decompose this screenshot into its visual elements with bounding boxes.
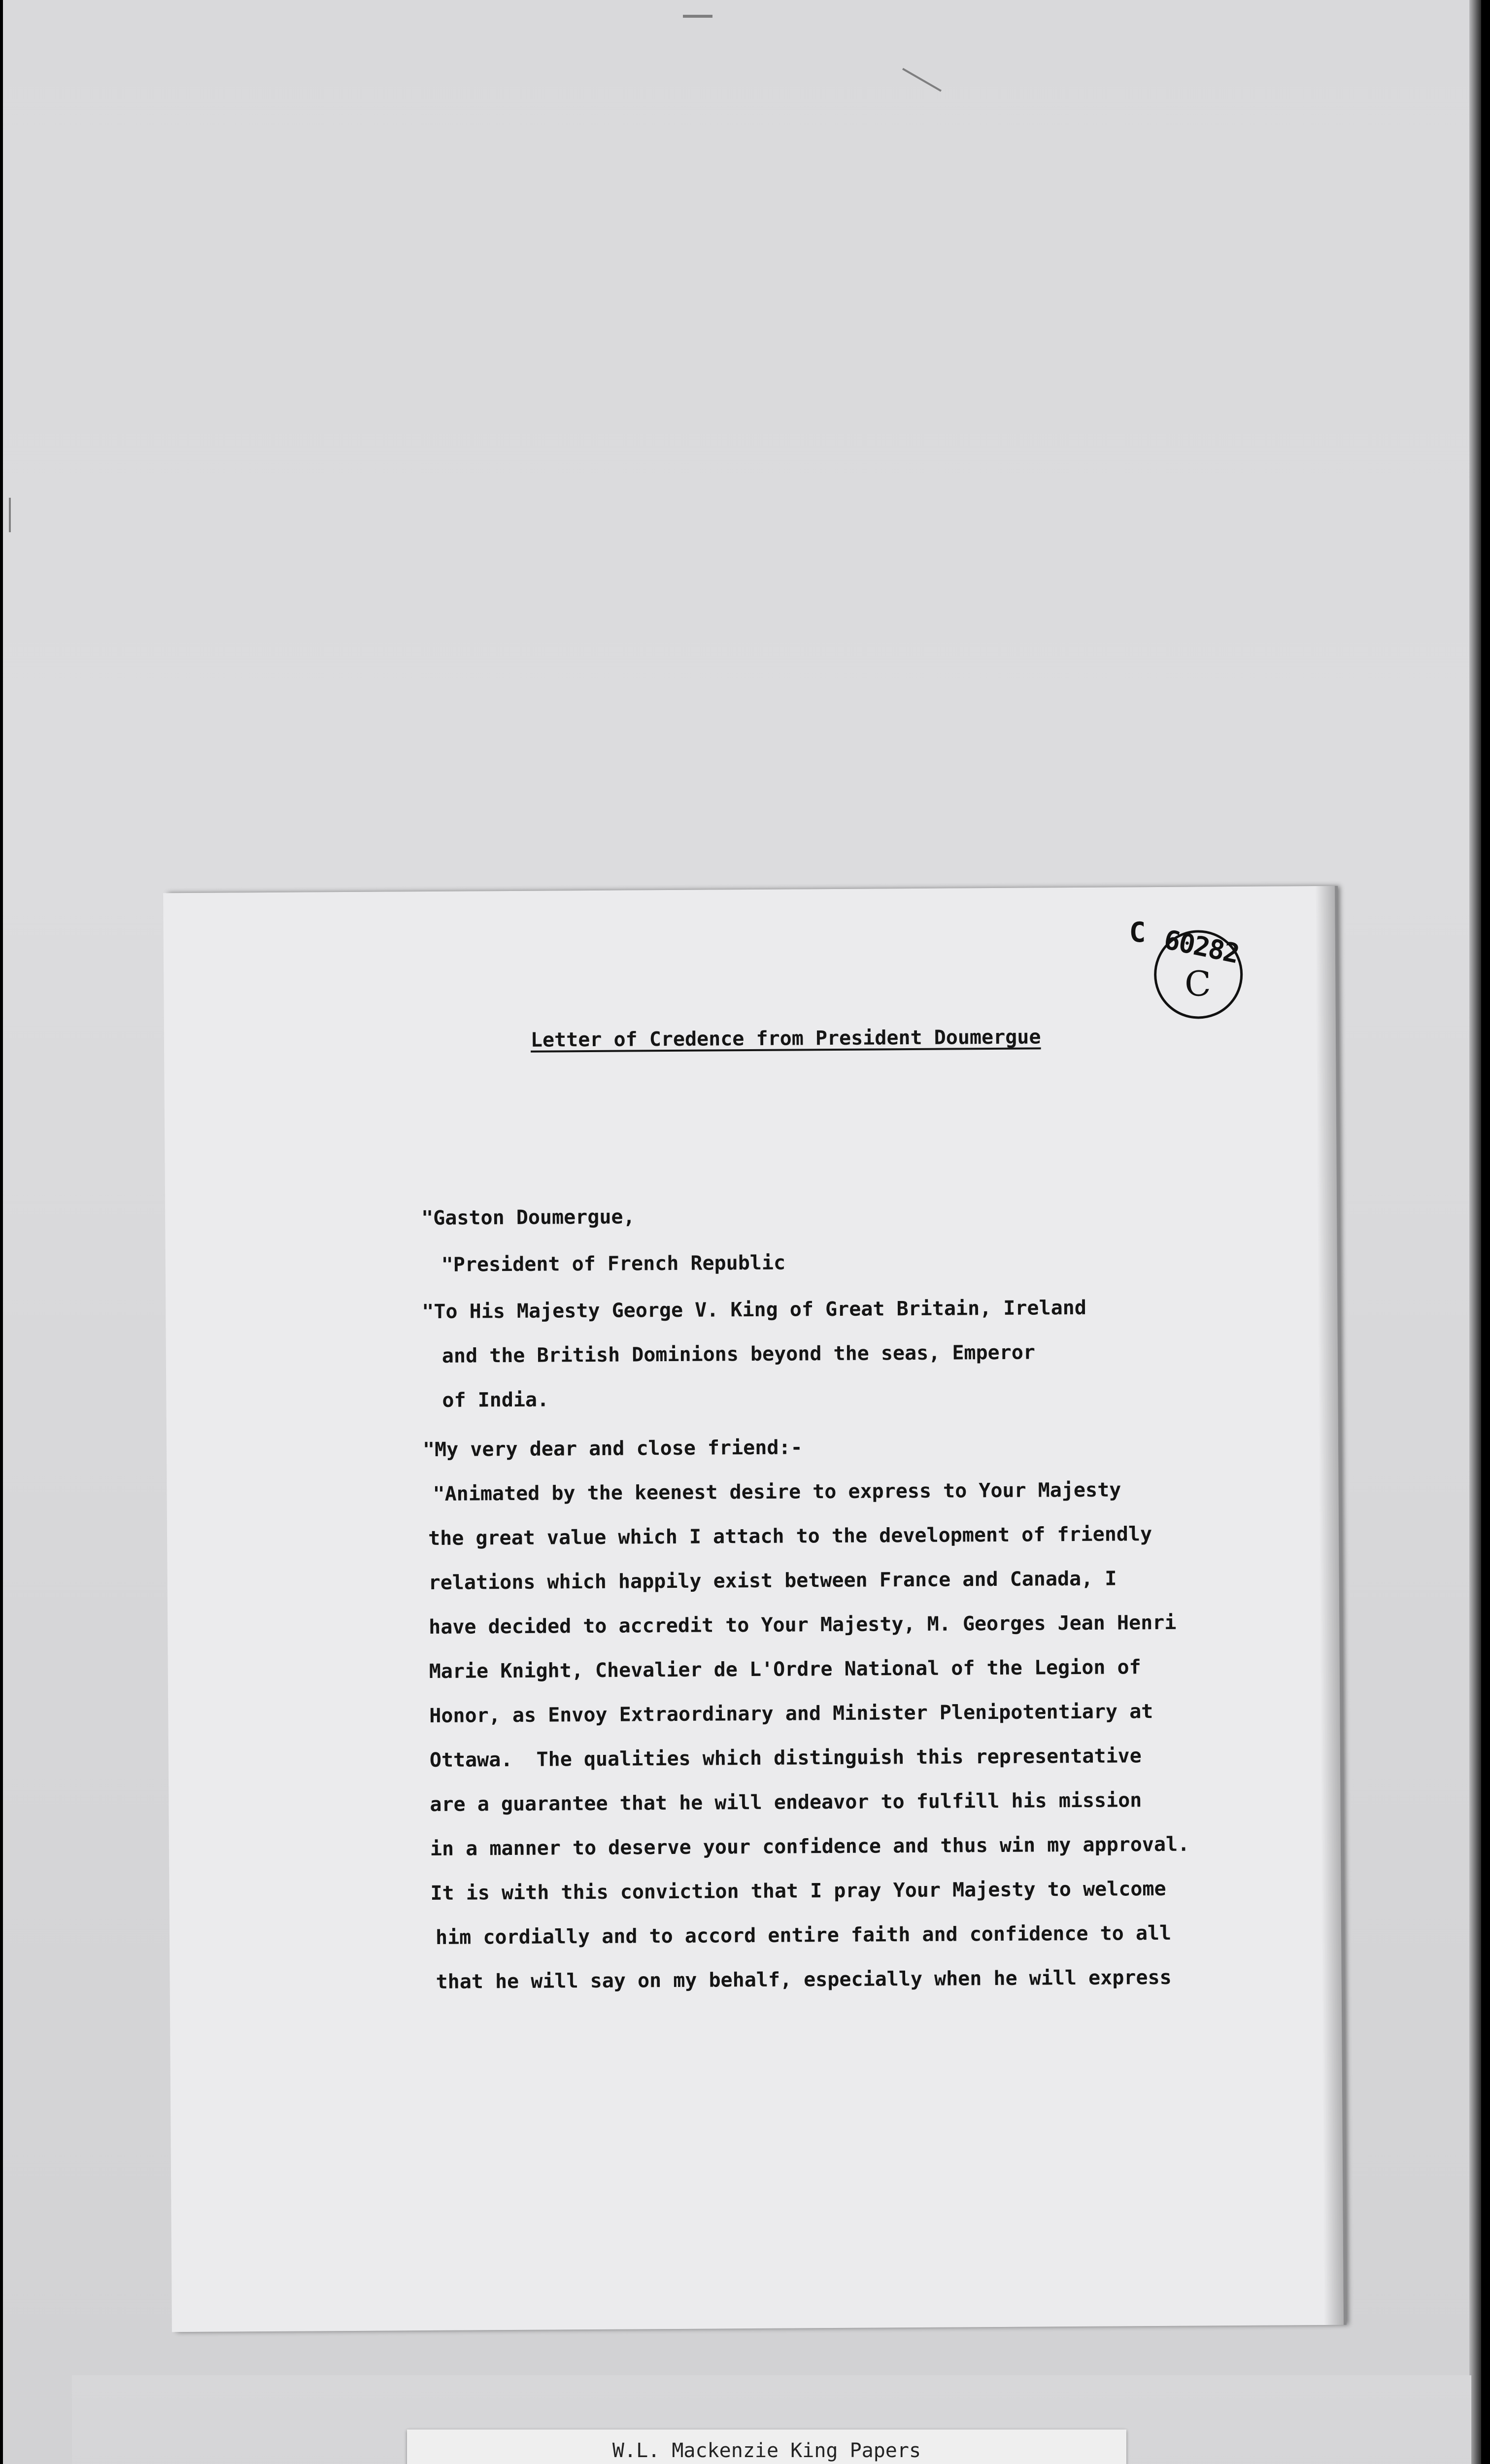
catalog-stamp [1129, 916, 1257, 1016]
letter-line: him cordially and to accord entire faith and confidence to all [435, 1921, 1172, 1949]
letter-line: the great value which I attach to the development of friendly [428, 1523, 1152, 1550]
letter-line: in a manner to deserve your confidence and thus win my approval. [430, 1833, 1190, 1861]
letter-line: Marie Knight, Chevalier de L'Ordre National of the Legion of [429, 1656, 1141, 1683]
catalog-number: 60282 [1161, 924, 1242, 970]
letter-line: that he will say on my behalf, especially when he will express [436, 1966, 1172, 1993]
letter-line: Honor, as Envoy Extraordinary and Minister Plenipotentiary at [429, 1700, 1153, 1728]
letter-line: "My very dear and close friend:- [422, 1436, 803, 1462]
letter-line: and the British Dominions beyond the seas, Emperor [441, 1341, 1036, 1368]
letter-line: "Animated by the keenest desire to express to Your Majesty [433, 1478, 1121, 1506]
collection-label [407, 2430, 1126, 2464]
letter-line: are a guarantee that he will endeavor to fulfill his mission [430, 1789, 1142, 1816]
letter-title: Letter of Credence from President Doumergue [530, 1026, 1041, 1052]
collection-name: W.L. Mackenzie King Papers [612, 2439, 921, 2462]
film-scratch [902, 68, 942, 92]
catalog-prefix: C [1129, 917, 1146, 949]
letter-line: of India. [442, 1388, 549, 1412]
catalog-initial: C [1185, 963, 1212, 1004]
letter-line: "President of French Republic [441, 1251, 786, 1276]
film-edge [1469, 0, 1481, 2464]
film-scratch [9, 498, 11, 532]
letter-line: relations which happily exist between France and Canada, I [428, 1567, 1117, 1595]
letter-line: have decided to accredit to Your Majesty, M. Georges Jean Henri [429, 1611, 1177, 1639]
microfilm-frame [3, 0, 1481, 2464]
letter-line: It is with this conviction that I pray Your Majesty to welcome [430, 1877, 1166, 1905]
letter-line: "To His Majesty George V. King of Great Britain, Ireland [422, 1296, 1087, 1324]
film-scratch [683, 15, 712, 18]
page-shadow [1315, 886, 1344, 2325]
letter-page [163, 886, 1344, 2332]
letter-line: Ottawa. The qualities which distinguish this representative [429, 1745, 1142, 1772]
letter-line: "Gaston Doumergue, [421, 1205, 635, 1230]
